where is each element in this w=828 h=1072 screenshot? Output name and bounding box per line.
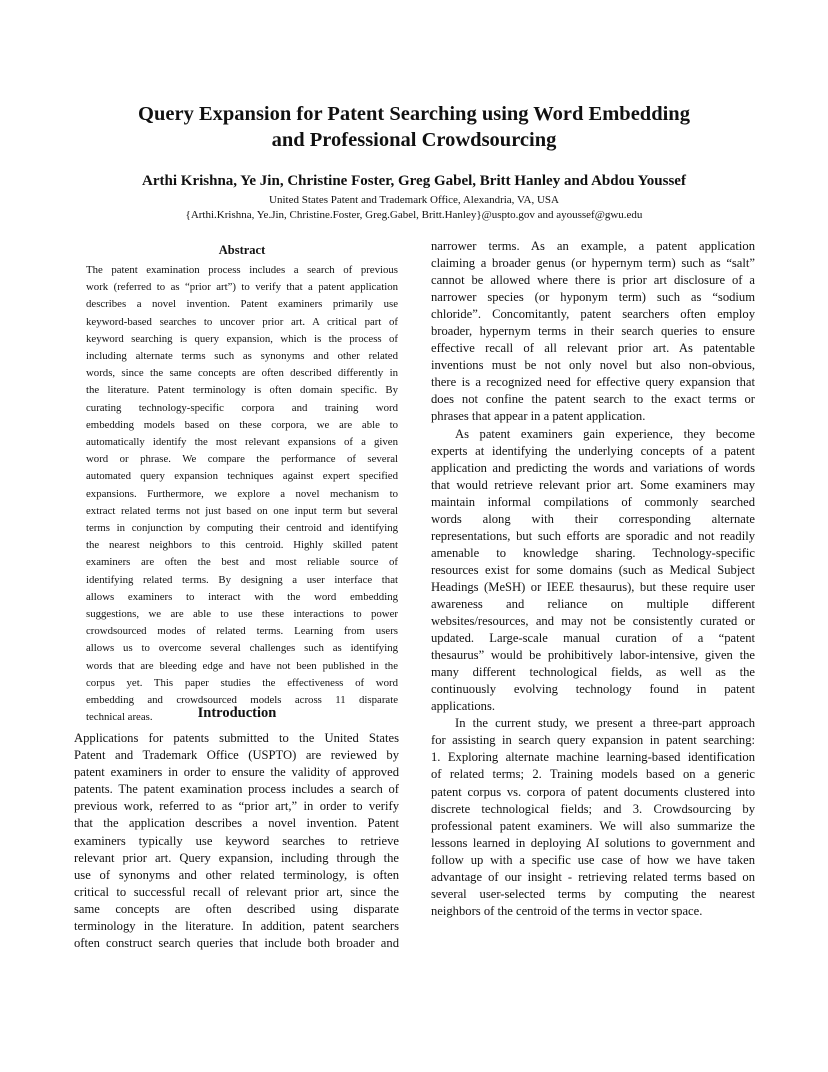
title-line: Query Expansion for Patent Searching using Word Embedding	[138, 103, 690, 125]
text-line: The patent examination process includes a search of previous	[86, 264, 398, 276]
text-line: previous work, referred to as “prior art,” in order to verify	[74, 799, 399, 814]
text-line: inventions must be not only novel but also non-obvious,	[431, 358, 755, 373]
text-line: suggestions, we are able to use these interactions to power	[86, 608, 398, 621]
text-line: often construct search queries that include both broader and	[74, 936, 399, 951]
text-line: that would retrieve relevant prior art. Some examiners may	[431, 477, 755, 492]
paragraph	[431, 715, 755, 920]
text-line: Headings (MeSH) or IEEE thesaurus), but these require user	[431, 579, 755, 594]
text-line: narrower terms. As an example, a patent application	[431, 239, 755, 253]
text-line: phrases that appear in a patent application.	[431, 409, 646, 424]
text-line: professional patent examiners. We will also summarize the	[431, 818, 755, 833]
paragraph	[431, 238, 755, 426]
text-line: patent examiners in order to ensure the validity of approved	[74, 765, 399, 780]
text-line: automatically identify the most relevant expansions of a given	[86, 436, 398, 449]
text-line: examiners typically use keyword searches to retrieve	[74, 833, 399, 848]
text-line: resources exist for some domains (such as Medical Subject	[431, 562, 755, 577]
text-line: words that are bleeding edge and have not been published in the	[86, 659, 398, 672]
text-line: allows examiners to interact with the word embedding	[86, 590, 398, 603]
text-line: curating technology-specific corpora and training word	[86, 401, 398, 414]
text-line: crowdsourced modes of related terms. Learning from users	[86, 625, 398, 638]
paper-title	[60, 101, 768, 153]
text-line: keyword searching is query expansion, which is the process of	[86, 332, 398, 345]
text-line: terminology in the literature. In addition, patent searchers	[74, 919, 399, 934]
text-line: patents. The patent examination process includes a search of	[74, 782, 399, 797]
text-line: work (referred to as “prior art”) to verify that a patent application	[86, 281, 398, 294]
text-line: same concepts are often described using disparate	[74, 901, 399, 916]
text-line: extract related terms not just based on one input term but several	[86, 504, 398, 517]
text-line: maintain informal compilations of commonly searched	[431, 494, 755, 509]
text-line: terms in conjunction by computing their centroid and identifying	[86, 522, 398, 535]
text-line: words, since the same concepts are often described differently in	[86, 367, 398, 380]
text-line: patent corpus vs. corpora of patent documents clustered into	[431, 784, 755, 799]
abstract-heading: Abstract	[218, 243, 266, 257]
text-line: As patent examiners gain experience, they become	[455, 426, 755, 441]
title-line: and Professional Crowdsourcing	[271, 129, 557, 151]
abstract-text	[86, 262, 398, 726]
text-line: neighbors of the centroid of the terms in vector space.	[431, 903, 703, 918]
text-line: broader, hypernym terms in their search queries to ensure	[431, 324, 755, 339]
text-line: websites/resources, and may not be consistently curated or	[431, 614, 755, 629]
text-line: experts at identifying the underlying concepts of a patent	[431, 443, 755, 458]
text-line: representations, but such efforts are sporadic and not readily	[431, 528, 755, 543]
author-emails: {Arthi.Krishna, Ye.Jin, Christine.Foster, Greg.Gabel, Britt.Hanley}@uspto.gov and ayoussef@gwu.edu	[185, 209, 643, 221]
text-line: embedding models based on these corpora, we are able to	[86, 418, 398, 431]
text-line: follow up with a specific use case of how we have taken	[431, 852, 755, 867]
text-line: there is a recognized need for effective query expansion that	[431, 375, 755, 390]
text-line: identifying related terms. By designing a user interface that	[86, 573, 398, 586]
affiliation: United States Patent and Trademark Office, Alexandria, VA, USA	[269, 194, 559, 206]
text-line: applications.	[431, 699, 496, 714]
text-line: allows us to overcome several challenges such as identifying	[86, 642, 398, 655]
text-line: amenable to knowledge sharing. Technology-specific	[431, 545, 755, 560]
text-line: effective recall of all relevant prior art. As patentable	[431, 341, 755, 356]
text-line: Applications for patents submitted to the United States	[74, 731, 399, 745]
text-line: words along with their corresponding alternate	[431, 511, 755, 526]
text-line: thesaurus” would be prohibitively labor-intensive, given the	[431, 648, 755, 663]
text-line: In the current study, we present a three-part approach	[455, 716, 755, 731]
text-line: keyword-based searches to uncover prior art. A critical part of	[86, 315, 398, 328]
text-line: corpus yet. This paper studies the effectiveness of word	[86, 676, 398, 689]
right-column-text	[431, 238, 755, 920]
paragraph	[431, 426, 755, 716]
text-line: does not confine the patent search to the exact terms or	[431, 392, 755, 407]
text-line: cannot be allowed where there is prior art disclosure of a	[431, 273, 755, 288]
text-line: advantage of our insight - retrieving related terms based on	[431, 869, 755, 884]
text-line: use of synonyms and other related terminology, is often	[74, 867, 399, 882]
text-line: claiming a broader genus (or hypernym term) such as “salt”	[431, 256, 755, 271]
text-line: expansions. Furthermore, we explore a novel mechanism to	[86, 487, 398, 500]
text-line: continuously evolving technology found in patent	[431, 682, 755, 697]
text-line: relevant prior art. Query expansion, including through the	[74, 850, 399, 865]
text-line: describes a novel invention. Patent examiners primarily use	[86, 298, 398, 311]
text-line: several user-selected terms by computing the nearest	[431, 886, 755, 901]
text-line: word or phrase. We compare the performance of several	[86, 453, 398, 466]
text-line: discrete technological fields; and 3. Crowdsourcing by	[431, 801, 755, 816]
text-line: automated query expansion techniques against expert specified	[86, 470, 398, 483]
text-line: embedding and crowdsourced models across 11 disparate	[86, 694, 398, 707]
text-line: Patent and Trademark Office (USPTO) are reviewed by	[74, 748, 399, 763]
text-line: updated. Large-scale manual curation of a “patent	[431, 631, 755, 646]
text-line: for assisting in search query expansion in patent searching:	[431, 733, 755, 748]
text-line: many different technological fields, as well as the	[431, 665, 755, 680]
text-line: technical areas.	[86, 711, 153, 724]
affiliation-block	[40, 193, 788, 223]
text-line: 1. Exploring alternate machine learning-based identification	[431, 750, 755, 765]
text-line: lessons learned in deploying AI solutions to government and	[431, 835, 755, 850]
text-line: critical to successful recall of relevant prior art, since the	[74, 884, 399, 899]
author-list: Arthi Krishna, Ye Jin, Christine Foster, Greg Gabel, Britt Hanley and Abdou Youssef	[142, 173, 686, 189]
text-line: narrower species (or hyponym term) such as “sodium	[431, 290, 755, 305]
introduction-heading: Introduction	[197, 705, 277, 721]
introduction-text	[74, 730, 399, 952]
text-line: the literature. Patent terminology is often domain specific. By	[86, 384, 398, 397]
text-line: chloride”. Concomitantly, patent searchers often employ	[431, 307, 755, 322]
text-line: the nearest neighbors to this centroid. Highly skilled patent	[86, 539, 398, 552]
text-line: including alternate terms such as synonyms and other related	[86, 350, 398, 363]
text-line: application and predicting the words and variations of words	[431, 460, 755, 475]
text-line: examiners are often the best and most reliable source of	[86, 556, 398, 569]
text-line: of related terms; 2. Training models based on a generic	[431, 767, 755, 782]
text-line: that the application describes a novel invention. Patent	[74, 816, 399, 831]
text-line: awareness and reliance on multiple different	[431, 596, 755, 611]
